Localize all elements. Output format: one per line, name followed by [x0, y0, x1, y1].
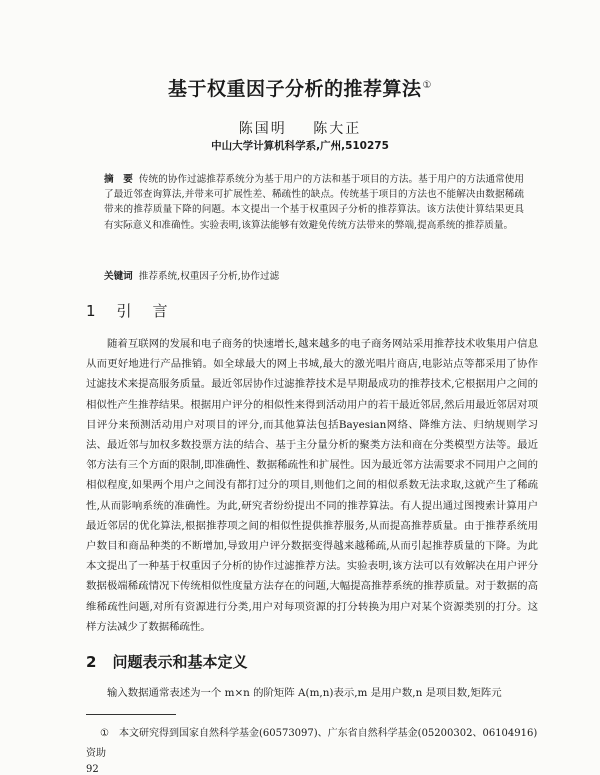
- paper-title: [0, 74, 600, 101]
- keywords-text: 推荐系统,权重因子分析,协作过滤: [138, 271, 280, 282]
- footnote-text: 本文研究得到国家自然科学基金(60573097)、广东省自然科学基金(05200302、06104916)资助: [86, 728, 538, 759]
- affiliation: 中山大学计算机科学系,广州,510275: [211, 140, 389, 152]
- section2-paragraph: 输入数据通常表述为一个 m×n 的阶矩阵 A(m,n)表示,m 是用户数,n 是项目数,矩阵元: [107, 687, 502, 699]
- abstract-text: 传统的协作过滤推荐系统分为基于用户的方法和基于项目的方法。基于用户的方法通常使用了最近邻查询算法,并带来可扩展性差、稀疏性的缺点。传统基于项目的方法也不能解决由数据稀疏带来的推荐质量下降的问题。本文提出一个基于权重因子分析的推荐算法。该方法使计算结果更具有实际意义和准确性。实验表明,该算法能够有效避免传统方法带来的弊端,提高系统的推荐质量。: [104, 174, 525, 231]
- page-number: 92: [86, 764, 99, 775]
- section-title: 问题表示和基本定义: [112, 653, 248, 671]
- footnote-divider: [86, 714, 176, 715]
- section-number: 1: [86, 302, 99, 320]
- title-text: 基于权重因子分析的推荐算法: [168, 78, 422, 100]
- abstract: [104, 172, 524, 233]
- footnote-mark: ①: [100, 728, 109, 739]
- footnote: [86, 724, 540, 764]
- section-number: 2: [86, 653, 97, 671]
- section-title: 引 言: [116, 302, 171, 320]
- author-name: 陈国明: [238, 121, 287, 137]
- title-footnote-mark: ①: [422, 79, 432, 91]
- keywords: [104, 268, 524, 282]
- author-list: [0, 118, 600, 138]
- section-heading: [86, 300, 171, 321]
- section-heading: [86, 651, 247, 672]
- keywords-label: 关键词: [104, 271, 133, 282]
- abstract-label: 摘 要: [104, 174, 133, 185]
- author-name: 陈大正: [313, 121, 362, 137]
- section1-paragraph: 随着互联网的发展和电子商务的快速增长,越来越多的电子商务网站采用推荐技术收集用户信息从而更好地进行产品推销。如全球最大的网上书城,最大的激光唱片商店,电影站点等都采用了协作过滤技术来提高服务质量。最近邻居协作过滤推荐技术是早期最成功的推荐技术,它根据用户之间的相似性产生推荐结果。根据用户评分的相似性来得到活动用户的若干最近邻居,然后用最近邻居对项目评分来预测活动用户对项目的评分,而其他算法包括Bayesian网络、降维方法、归纳规则学习法、最近邻与加权多数投票方法的结合、基于主分量分析的聚类方法和商在分类模型方法等。最近邻方法有三个方面的限制,即准确性、数据稀疏性和扩展性。因为最近邻方法需要求不同用户之间的相似程度,如果两个用户之间没有都打过分的项目,则他们之间的相似系数无法求取,这就产生了稀疏性,从而影响系统的准确性。为此,研究者纷纷提出不同的推荐算法。有人提出通过图搜索计算用户最近邻居的优化算法,根据推荐项之间的相似性提供推荐服务,从而提高推荐质量。由于推荐系统用户数目和商品种类的不断增加,导致用户评分数据变得越来越稀疏,从而引起推荐质量的下降。为此本文提出了一种基于权重因子分析的协作过滤推荐方法。实验表明,该方法可以有效解决在用户评分数据极端稀疏情况下传统相似性度量方法存在的问题,大幅提高推荐系统的推荐质量。对于数据的高维稀疏性问题,对所有资源进行分类,用户对每项资源的打分转换为用户对某个资源类别的打分。这样方法减少了数据稀疏性。: [86, 338, 538, 633]
